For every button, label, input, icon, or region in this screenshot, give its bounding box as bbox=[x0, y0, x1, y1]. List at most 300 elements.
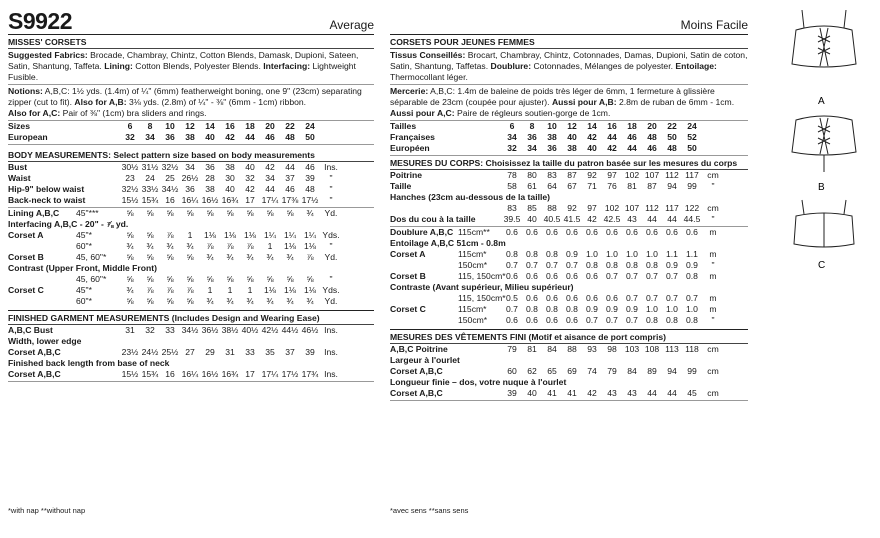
table-row bbox=[390, 181, 748, 192]
notions-text-fr: A,B,C: 1.4m de baleine de poids très léger de 6mm, 1 fermeture à glissière séparable de 23cm (coupée pour ajuster). bbox=[390, 86, 715, 107]
table-cell: 44.5 bbox=[683, 214, 701, 224]
unit-cell: Yd. bbox=[324, 252, 338, 262]
table-cell: ⅝ bbox=[246, 274, 254, 284]
table-cell: 48 bbox=[647, 132, 657, 142]
fabrics-paragraph bbox=[8, 49, 374, 85]
sizes-table bbox=[8, 121, 374, 145]
table-cell: 43 bbox=[627, 388, 637, 398]
unit-cell: " bbox=[711, 214, 715, 224]
table-cell: 112 bbox=[645, 203, 659, 213]
table-cell: 34½ bbox=[181, 325, 199, 335]
table-cell: ⅝ bbox=[266, 274, 274, 284]
notions-paragraph bbox=[8, 85, 374, 121]
table-cell: ⅞ bbox=[206, 241, 214, 251]
table-cell: ⅝ bbox=[126, 274, 134, 284]
table-cell: 0.7 bbox=[626, 293, 638, 303]
table-cell: 97 bbox=[607, 170, 617, 180]
table-cell: 0.6 bbox=[586, 293, 598, 303]
table-cell: 41.5 bbox=[563, 214, 581, 224]
table-cell: 39.5 bbox=[503, 214, 521, 224]
table-cell: 1⅛ bbox=[284, 285, 296, 295]
body-measurements-header-fr: MESURES DU CORPS: Choisissez la taille du patron basée sur les mesures du corps bbox=[390, 156, 748, 170]
table-cell: 16 bbox=[607, 121, 617, 131]
table-cell: 38½ bbox=[221, 325, 239, 335]
table-cell: 102 bbox=[604, 203, 620, 213]
table-cell: ⅝ bbox=[146, 274, 154, 284]
table-cell: ⅝ bbox=[146, 230, 154, 240]
table-row bbox=[8, 219, 374, 230]
table-cell: 40 bbox=[225, 184, 235, 194]
unit-cell: m bbox=[709, 304, 717, 314]
table-cell: 44 bbox=[667, 214, 677, 224]
table-cell: 18 bbox=[245, 121, 255, 131]
table-cell: 93 bbox=[587, 344, 597, 354]
finished-measurements-table-fr bbox=[390, 344, 748, 401]
table-cell: 0.5 bbox=[506, 293, 518, 303]
table-cell: 42 bbox=[607, 143, 617, 153]
table-cell: 0.8 bbox=[626, 260, 638, 270]
table-cell: 81 bbox=[627, 181, 637, 191]
row-label bbox=[390, 260, 458, 271]
table-cell: ⅝ bbox=[166, 208, 174, 218]
fabric-width: 45, 60"* bbox=[76, 274, 107, 284]
corset-c-drawing bbox=[794, 200, 854, 247]
table-cell: 0.8 bbox=[686, 315, 698, 325]
table-cell: 34½ bbox=[161, 184, 179, 194]
table-cell: 0.6 bbox=[546, 315, 558, 325]
row-label: Poitrine bbox=[390, 170, 422, 180]
table-cell: 10 bbox=[547, 121, 557, 131]
table-row bbox=[8, 162, 374, 173]
table-cell: 42 bbox=[587, 214, 597, 224]
table-cell: 0.6 bbox=[526, 271, 538, 281]
table-row bbox=[390, 293, 748, 304]
table-cell: 60 bbox=[507, 366, 517, 376]
row-label: Corset A,B,C bbox=[8, 347, 61, 357]
table-cell: 43 bbox=[607, 388, 617, 398]
table-cell: 12 bbox=[185, 121, 195, 131]
table-cell: ⅝ bbox=[146, 208, 154, 218]
table-row bbox=[390, 121, 748, 132]
table-cell: ¾ bbox=[286, 252, 294, 262]
table-cell: 32 bbox=[145, 325, 155, 335]
row-label: Width, lower edge bbox=[8, 336, 82, 346]
table-row bbox=[8, 347, 374, 358]
table-cell: 87 bbox=[647, 181, 657, 191]
unit-cell: m bbox=[709, 271, 717, 281]
row-label bbox=[8, 274, 76, 285]
table-row bbox=[8, 195, 374, 206]
table-cell: 31 bbox=[125, 325, 135, 335]
table-cell: 0.6 bbox=[566, 227, 578, 237]
table-cell: 24 bbox=[145, 173, 155, 183]
difficulty-level: Average bbox=[329, 18, 374, 32]
row-label: A,B,C Bust bbox=[8, 325, 53, 335]
unit-cell: " bbox=[711, 181, 715, 191]
table-cell: 67 bbox=[567, 181, 577, 191]
table-cell: 0.6 bbox=[566, 315, 578, 325]
table-cell: 1.0 bbox=[646, 304, 658, 314]
table-cell: 36 bbox=[185, 184, 195, 194]
notions-c-label-fr: Aussi pour A,C: bbox=[390, 108, 455, 118]
unit-cell: " bbox=[329, 241, 333, 251]
table-cell: 0.7 bbox=[546, 260, 558, 270]
fabrics-label-fr: Tissus Conseillés: bbox=[390, 50, 466, 60]
finished-measurements-header: FINISHED GARMENT MEASUREMENTS (Includes Design and Wearing Ease) bbox=[8, 310, 374, 325]
row-label: Corset A,B,C bbox=[390, 388, 443, 398]
fabrics-text-fr: Brocart, Chambray, Chintz, Cotonnades, Damas, Dupioni, Satin de coton, Satin, Shantung, Taffetas. bbox=[390, 50, 748, 71]
table-cell: ⅝ bbox=[266, 208, 274, 218]
table-cell: 1⅛ bbox=[304, 241, 316, 251]
table-cell: 1¼ bbox=[284, 230, 296, 240]
table-cell: 98 bbox=[607, 344, 617, 354]
table-cell: 0.6 bbox=[506, 271, 518, 281]
table-cell: ⅝ bbox=[166, 252, 174, 262]
table-cell: 44 bbox=[627, 143, 637, 153]
lining-text: Cotton Blends, Polyester Blends. bbox=[135, 61, 261, 71]
table-cell: 0.7 bbox=[606, 271, 618, 281]
table-cell: 0.6 bbox=[606, 227, 618, 237]
table-cell: 0.7 bbox=[606, 315, 618, 325]
table-cell: ¾ bbox=[206, 252, 214, 262]
table-cell: 10 bbox=[165, 121, 175, 131]
table-cell: 38 bbox=[205, 184, 215, 194]
body-measurements-table-fr bbox=[390, 170, 748, 227]
table-cell: 22 bbox=[285, 121, 295, 131]
corset-b-drawing bbox=[792, 116, 856, 172]
table-cell: ⅞ bbox=[166, 230, 174, 240]
view-b-label: B bbox=[818, 182, 825, 193]
table-cell: 20 bbox=[647, 121, 657, 131]
table-row bbox=[8, 296, 374, 307]
unit-cell: " bbox=[329, 274, 333, 284]
table-cell: 34 bbox=[527, 143, 537, 153]
table-cell: 117 bbox=[665, 203, 679, 213]
table-cell: ⅝ bbox=[206, 208, 214, 218]
table-cell: 0.9 bbox=[566, 249, 578, 259]
table-cell: ¾ bbox=[246, 296, 254, 306]
table-cell: ¾ bbox=[306, 296, 314, 306]
table-row bbox=[390, 388, 748, 399]
table-cell: 43 bbox=[627, 214, 637, 224]
table-cell: 39 bbox=[507, 388, 517, 398]
table-cell: 0.8 bbox=[646, 260, 658, 270]
table-cell: 32 bbox=[125, 132, 135, 142]
table-cell: ⅝ bbox=[126, 230, 134, 240]
table-cell: 15½ bbox=[121, 195, 139, 205]
fabric-width: 150cm* bbox=[458, 315, 488, 325]
notions-label-fr: Mercerie: bbox=[390, 86, 429, 96]
fabrics-paragraph-fr bbox=[390, 49, 748, 85]
fabric-width: 150cm* bbox=[458, 260, 488, 270]
table-cell: 64 bbox=[547, 181, 557, 191]
interfacing-text-fr: Thermocollant léger. bbox=[390, 72, 468, 82]
table-cell: 99 bbox=[687, 181, 697, 191]
table-cell: 17½ bbox=[301, 195, 319, 205]
table-cell: 32 bbox=[245, 173, 255, 183]
table-cell: 38 bbox=[567, 143, 577, 153]
table-cell: ⅝ bbox=[206, 274, 214, 284]
body-measurements-header: BODY MEASUREMENTS: Select pattern size based on body measurements bbox=[8, 148, 374, 162]
row-label: Contrast (Upper Front, Middle Front) bbox=[8, 263, 157, 273]
fabric-width: 45"*** bbox=[76, 208, 99, 218]
table-row bbox=[8, 358, 374, 369]
unit-cell: Ins. bbox=[324, 162, 338, 172]
table-cell: 1 bbox=[187, 230, 193, 240]
table-cell: 0.7 bbox=[666, 271, 678, 281]
fabric-width: 115cm** bbox=[458, 227, 490, 237]
table-cell: 46 bbox=[285, 184, 295, 194]
table-cell: 0.6 bbox=[506, 315, 518, 325]
table-cell: ¾ bbox=[226, 252, 234, 262]
unit-cell: cm bbox=[707, 203, 719, 213]
table-cell: 0.8 bbox=[526, 304, 538, 314]
table-cell: ⅝ bbox=[186, 274, 194, 284]
table-cell: 32 bbox=[507, 143, 517, 153]
table-cell: 1⅛ bbox=[304, 285, 316, 295]
row-label: Corset A bbox=[8, 230, 44, 240]
table-cell: 31 bbox=[225, 347, 235, 357]
table-cell: 0.7 bbox=[506, 304, 518, 314]
table-cell: ⅝ bbox=[166, 274, 174, 284]
table-cell: 0.7 bbox=[666, 293, 678, 303]
table-row bbox=[8, 173, 374, 184]
table-cell: 18 bbox=[627, 121, 637, 131]
table-cell: 1.1 bbox=[686, 249, 698, 259]
row-label bbox=[390, 203, 490, 214]
fabric-width: 60"* bbox=[76, 296, 92, 306]
table-cell: 24 bbox=[687, 121, 697, 131]
table-cell: 16 bbox=[165, 195, 175, 205]
table-row bbox=[8, 285, 374, 296]
table-cell: 1 bbox=[247, 285, 253, 295]
table-cell: ⅝ bbox=[286, 208, 294, 218]
row-label bbox=[8, 296, 76, 307]
table-row bbox=[8, 230, 374, 241]
table-cell: 17⅜ bbox=[281, 195, 299, 205]
table-cell: 17¾ bbox=[301, 369, 319, 379]
lining-label: Lining: bbox=[104, 61, 133, 71]
table-cell: 14 bbox=[205, 121, 215, 131]
table-cell: 31½ bbox=[141, 162, 159, 172]
table-cell: 108 bbox=[644, 344, 660, 354]
table-cell: 16¼ bbox=[181, 369, 199, 379]
table-cell: 1.0 bbox=[646, 249, 658, 259]
unit-cell: Ins. bbox=[324, 369, 338, 379]
table-cell: 94 bbox=[667, 366, 677, 376]
table-cell: 0.6 bbox=[546, 271, 558, 281]
table-cell: 38 bbox=[225, 162, 235, 172]
table-cell: 46½ bbox=[301, 325, 319, 335]
table-cell: 0.6 bbox=[526, 227, 538, 237]
table-cell: 33 bbox=[165, 325, 175, 335]
notions-text: A,B,C: 1½ yds. (1.4m) of ¼" (6mm) featherweight boning, one 9" (23cm) separating zipper (cut to fit). bbox=[8, 86, 362, 107]
table-cell: 92 bbox=[567, 203, 577, 213]
table-cell: 30 bbox=[225, 173, 235, 183]
table-row bbox=[390, 249, 748, 260]
table-cell: 17¼ bbox=[261, 195, 279, 205]
table-cell: 48 bbox=[285, 132, 295, 142]
notions-c-text: Pair of ⅜" (1cm) bra sliders and rings. bbox=[62, 108, 207, 118]
table-cell: 40 bbox=[587, 143, 597, 153]
unit-cell: " bbox=[329, 195, 333, 205]
table-cell: 44 bbox=[647, 214, 657, 224]
table-cell: ⅝ bbox=[186, 296, 194, 306]
unit-cell bbox=[320, 121, 342, 132]
table-cell: 112 bbox=[665, 170, 679, 180]
table-cell: 36 bbox=[205, 162, 215, 172]
row-label: European bbox=[8, 132, 48, 142]
row-label: Doublure A,B,C bbox=[390, 227, 454, 237]
unit-cell bbox=[702, 132, 724, 143]
table-cell: ⅞ bbox=[246, 241, 254, 251]
table-cell: 71 bbox=[587, 181, 597, 191]
view-c-label: C bbox=[818, 260, 826, 271]
corset-illustrations bbox=[768, 0, 880, 290]
row-label: Européen bbox=[390, 143, 430, 153]
lining-label-fr: Doublure: bbox=[490, 61, 532, 71]
table-cell: 25 bbox=[165, 173, 175, 183]
table-cell: 16 bbox=[165, 369, 175, 379]
table-cell: 1.0 bbox=[626, 249, 638, 259]
french-footnote: *avec sens **sans sens bbox=[390, 506, 469, 515]
table-cell: 24 bbox=[305, 121, 315, 131]
table-cell: 0.6 bbox=[646, 227, 658, 237]
table-cell: 44 bbox=[285, 162, 295, 172]
table-cell: 28 bbox=[205, 173, 215, 183]
table-row bbox=[8, 325, 374, 336]
unit-cell: " bbox=[711, 315, 715, 325]
table-cell: ¾ bbox=[126, 241, 134, 251]
table-cell: 42 bbox=[587, 388, 597, 398]
table-cell: 118 bbox=[685, 344, 699, 354]
fabric-width: 45"* bbox=[76, 285, 92, 295]
row-label: Hanches (23cm au-dessous de la taille) bbox=[390, 192, 550, 202]
table-cell: 0.7 bbox=[506, 260, 518, 270]
unit-cell: cm bbox=[707, 366, 719, 376]
table-cell: 76 bbox=[607, 181, 617, 191]
table-row bbox=[8, 184, 374, 195]
table-cell: 0.6 bbox=[606, 293, 618, 303]
table-cell: 40½ bbox=[241, 325, 259, 335]
finished-measurements-header-fr: MESURES DES VÊTEMENTS FINI (Motif et aisance de port compris) bbox=[390, 329, 748, 344]
unit-cell: m bbox=[709, 227, 717, 237]
row-label: Sizes bbox=[8, 121, 30, 131]
table-cell: ¾ bbox=[146, 241, 154, 251]
table-cell: 32½ bbox=[121, 184, 139, 194]
table-cell: 46 bbox=[265, 132, 275, 142]
table-cell: 0.7 bbox=[626, 271, 638, 281]
table-cell: 0.8 bbox=[526, 249, 538, 259]
table-cell: 74 bbox=[587, 366, 597, 376]
table-cell: 34 bbox=[185, 162, 195, 172]
table-cell: 45 bbox=[687, 388, 697, 398]
table-cell: 46 bbox=[647, 143, 657, 153]
table-cell: 50 bbox=[687, 143, 697, 153]
table-cell: 65 bbox=[547, 366, 557, 376]
table-row bbox=[8, 369, 374, 380]
unit-cell: Yds. bbox=[322, 230, 340, 240]
fabric-width: 115cm* bbox=[458, 249, 487, 259]
table-cell: ¾ bbox=[286, 296, 294, 306]
table-cell: 23 bbox=[125, 173, 135, 183]
table-row bbox=[390, 344, 748, 355]
unit-cell: m bbox=[709, 293, 717, 303]
corset-a-drawing bbox=[792, 10, 856, 67]
interfacing-label-fr: Entoilage: bbox=[675, 61, 717, 71]
table-cell: ⅝ bbox=[166, 296, 174, 306]
table-cell: ¾ bbox=[226, 296, 234, 306]
fabric-width: 60"* bbox=[76, 241, 92, 251]
table-cell: 1⅛ bbox=[284, 241, 296, 251]
unit-cell: Ins. bbox=[324, 347, 338, 357]
row-label: Entoilage A,B,C 51cm - 0.8m bbox=[390, 238, 506, 248]
table-cell: 0.6 bbox=[566, 271, 578, 281]
table-cell: 58 bbox=[507, 181, 517, 191]
table-row bbox=[390, 238, 748, 249]
unit-cell: m bbox=[709, 249, 717, 259]
table-cell: 42.5 bbox=[603, 214, 621, 224]
table-cell: 107 bbox=[644, 170, 660, 180]
table-cell: 32½ bbox=[161, 162, 179, 172]
table-cell: 22 bbox=[667, 121, 677, 131]
table-cell: 44 bbox=[245, 132, 255, 142]
table-cell: ⅝ bbox=[306, 274, 314, 284]
fabric-width: 45, 60"* bbox=[76, 252, 107, 262]
table-cell: ¾ bbox=[306, 208, 314, 218]
table-cell: ⅝ bbox=[226, 208, 234, 218]
row-label: Waist bbox=[8, 173, 31, 183]
table-cell: 103 bbox=[624, 344, 640, 354]
table-cell: 1⅛ bbox=[204, 230, 216, 240]
lining-text-fr: Cotonnades, Mélanges de polyester. bbox=[533, 61, 673, 71]
unit-cell bbox=[702, 121, 724, 132]
row-label: Largeur à l'ourlet bbox=[390, 355, 460, 365]
table-cell: 17½ bbox=[281, 369, 299, 379]
table-cell: 16½ bbox=[201, 195, 219, 205]
table-cell: 50 bbox=[305, 132, 315, 142]
table-row bbox=[390, 304, 748, 315]
table-cell: 44 bbox=[607, 132, 617, 142]
row-label: Françaises bbox=[390, 132, 435, 142]
table-cell: 83 bbox=[507, 203, 517, 213]
table-cell: ⅝ bbox=[126, 252, 134, 262]
table-cell: 42 bbox=[265, 162, 275, 172]
table-cell: ¾ bbox=[126, 285, 134, 295]
table-cell: 24½ bbox=[141, 347, 159, 357]
table-cell: 20 bbox=[265, 121, 275, 131]
table-cell: ¾ bbox=[266, 252, 274, 262]
fabrics-label: Suggested Fabrics: bbox=[8, 50, 88, 60]
table-cell: 41 bbox=[547, 388, 557, 398]
table-cell: 78 bbox=[507, 170, 517, 180]
unit-cell: " bbox=[329, 184, 333, 194]
table-row bbox=[8, 241, 374, 252]
row-label: Back-neck to waist bbox=[8, 195, 86, 205]
table-cell: 0.6 bbox=[586, 227, 598, 237]
table-row bbox=[8, 252, 374, 263]
interfacing-text: Lightweight Fusible. bbox=[8, 61, 356, 82]
table-cell: ⅝ bbox=[286, 274, 294, 284]
table-cell: 38 bbox=[547, 132, 557, 142]
table-cell: 42 bbox=[245, 184, 255, 194]
table-cell: 36 bbox=[165, 132, 175, 142]
table-cell: 0.8 bbox=[686, 271, 698, 281]
table-row bbox=[390, 260, 748, 271]
table-row bbox=[8, 263, 374, 274]
table-cell: 0.6 bbox=[526, 315, 538, 325]
english-header bbox=[8, 6, 374, 35]
